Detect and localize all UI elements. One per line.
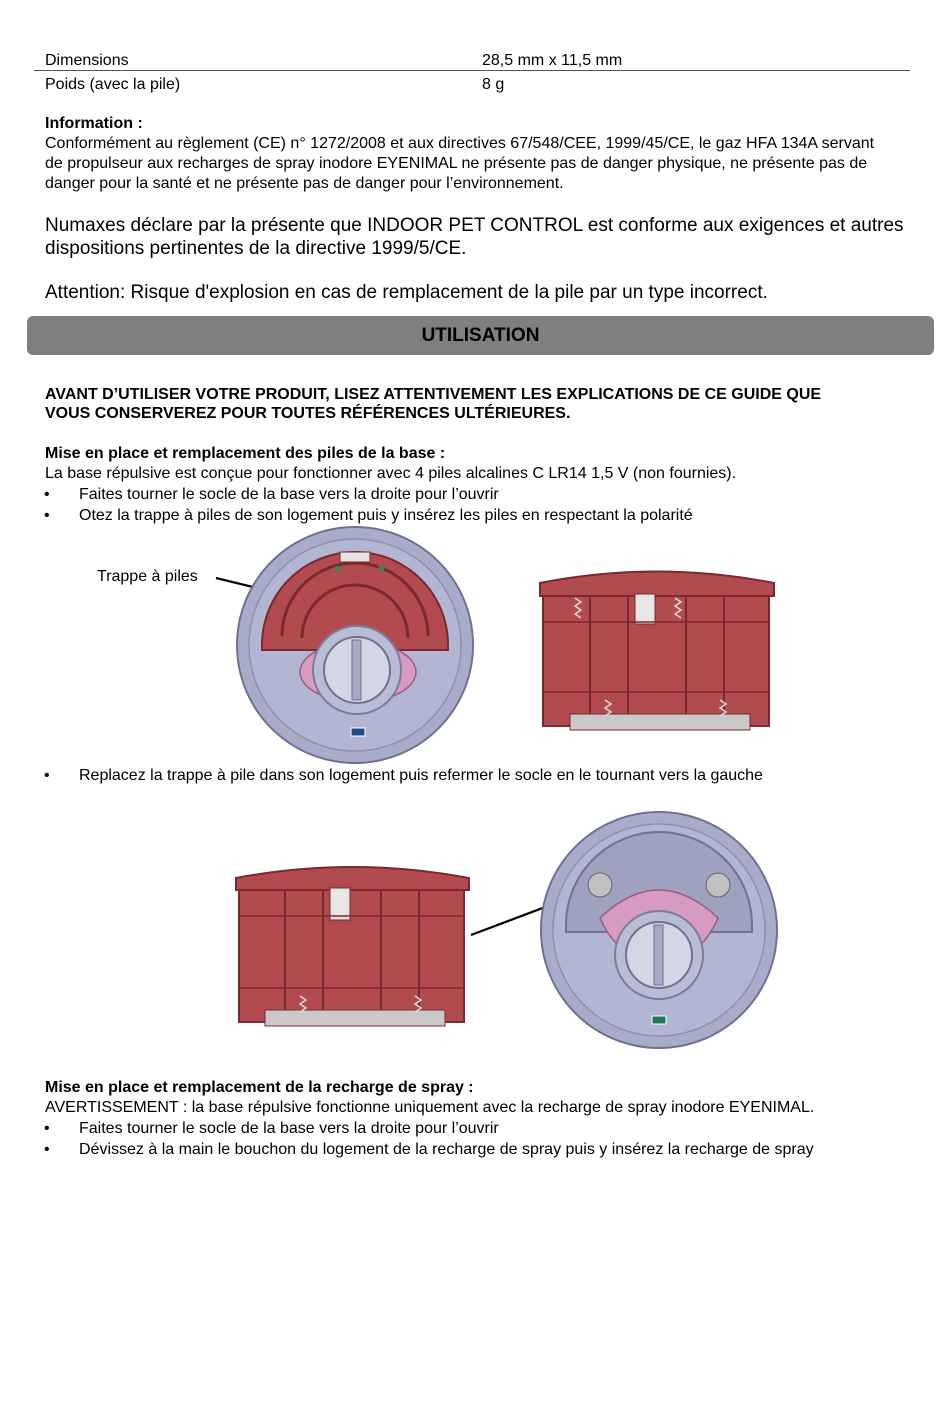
declaration-line-2: dispositions pertinentes de la directive 1999/5/CE. (45, 238, 467, 259)
bullet-glyph: • (44, 1141, 50, 1158)
information-line-1: Conformément au règlement (CE) n° 1272/2008 et aux directives 67/548/CEE, 1999/45/CE, le gaz HFA 134A servant (45, 135, 875, 152)
section-title: UTILISATION (421, 324, 540, 346)
spec-value-dimensions: 28,5 mm x 11,5 mm (482, 52, 623, 69)
batteries-heading: Mise en place et remplacement des piles de la base : (45, 445, 446, 462)
spray-bullet-2: Dévissez à la main le bouchon du logement de la recharge de spray puis y insérez la recharge de spray (79, 1141, 814, 1158)
base-top-view-closed (541, 812, 777, 1048)
bullet-glyph: • (44, 507, 50, 524)
information-line-3: danger pour la santé et ne présente pas de danger pour l’environnement. (45, 175, 564, 192)
information-line-2: de propulseur aux recharges de spray inodore EYENIMAL ne présente pas de danger physique, ne présente pas de (45, 155, 868, 172)
spec-value-weight: 8 g (482, 76, 505, 93)
spec-label-dimensions: Dimensions (45, 52, 129, 69)
bullet-glyph: • (44, 767, 50, 784)
spray-warning-text: AVERTISSEMENT : la base répulsive fonctionne uniquement avec la recharge de spray inodore EYENIMAL. (45, 1099, 815, 1116)
declaration-line-1: Numaxes déclare par la présente que INDOOR PET CONTROL est conforme aux exigences et autres (45, 215, 904, 236)
explosion-warning: Attention: Risque d'explosion en cas de remplacement de la pile par un type incorrect. (45, 282, 768, 303)
batteries-bullet-2: Otez la trappe à piles de son logement puis y insérez les piles en respectant la polarité (79, 507, 693, 524)
bullet-glyph: • (44, 1120, 50, 1137)
intro-line-2: VOUS CONSERVEREZ POUR TOUTES RÉFÉRENCES ULTÉRIEURES. (45, 405, 571, 422)
intro-line-1: AVANT D’UTILISER VOTRE PRODUIT, LISEZ ATTENTIVEMENT LES EXPLICATIONS DE CE GUIDE QUE (45, 386, 822, 403)
spec-label-weight: Poids (avec la pile) (45, 76, 181, 93)
base-side-view-closed (236, 867, 469, 1026)
information-heading: Information : (45, 115, 143, 132)
figure-label-battery-hatch: Trappe à piles (97, 568, 198, 585)
batteries-bullet-3: Replacez la trappe à pile dans son logement puis refermer le socle en le tournant vers la gauche (79, 767, 763, 784)
batteries-bullet-1: Faites tourner le socle de la base vers la droite pour l’ouvrir (79, 486, 499, 503)
spray-bullet-1: Faites tourner le socle de la base vers la droite pour l’ouvrir (79, 1120, 499, 1137)
bullet-glyph: • (44, 486, 50, 503)
spray-heading: Mise en place et remplacement de la recharge de spray : (45, 1079, 474, 1096)
batteries-text: La base répulsive est conçue pour fonctionner avec 4 piles alcalines C LR14 1,5 V (non fournies). (45, 465, 737, 482)
